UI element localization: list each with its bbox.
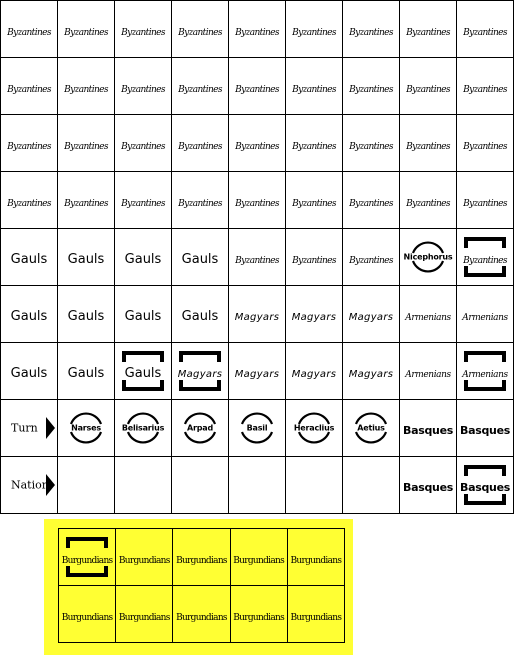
army-unit-label: Byzantines xyxy=(235,255,279,266)
army-unit-label: Byzantines xyxy=(463,27,507,38)
army-unit-label: Gauls xyxy=(10,308,48,324)
board-cell[interactable] xyxy=(172,58,229,115)
board-cell[interactable] xyxy=(172,115,229,172)
army-unit-label: Basques xyxy=(460,423,510,437)
board-cell[interactable] xyxy=(457,286,514,343)
board-cell[interactable] xyxy=(58,115,115,172)
board-cell[interactable] xyxy=(457,1,514,58)
leader-name: Aetius xyxy=(357,423,385,433)
army-unit-label: Byzantines xyxy=(292,198,336,209)
leader-token[interactable] xyxy=(172,400,228,456)
board-cell[interactable] xyxy=(400,457,457,514)
reserve-cell[interactable] xyxy=(230,586,287,643)
reserve-unit-label: Burgundians xyxy=(118,612,170,623)
army-unit-label: Armenians xyxy=(462,369,508,380)
army-unit-label: Byzantines xyxy=(292,255,336,266)
board-cell[interactable] xyxy=(400,343,457,400)
board-cell[interactable] xyxy=(115,229,172,286)
board-cell xyxy=(1,457,58,514)
leader-token[interactable] xyxy=(115,400,171,456)
board-cell[interactable] xyxy=(1,343,58,400)
board-cell[interactable] xyxy=(457,343,514,400)
army-unit-label: Byzantines xyxy=(463,198,507,209)
army-unit-label: Armenians xyxy=(405,369,451,380)
board-cell[interactable] xyxy=(400,400,457,457)
army-unit-label: Byzantines xyxy=(292,27,336,38)
reserve-cell[interactable] xyxy=(116,586,173,643)
reserve-cell[interactable] xyxy=(173,529,230,586)
board-cell[interactable] xyxy=(115,115,172,172)
leader-token[interactable] xyxy=(229,400,285,456)
army-unit-label: Byzantines xyxy=(349,141,393,152)
army-unit-label: Byzantines xyxy=(463,255,507,266)
leader-token[interactable] xyxy=(286,400,342,456)
board-cell[interactable] xyxy=(286,343,343,400)
army-unit-label: Magyars xyxy=(234,368,280,380)
board-cell[interactable] xyxy=(229,229,286,286)
board-cell[interactable] xyxy=(58,400,115,457)
board-cell[interactable] xyxy=(58,58,115,115)
board-cell[interactable] xyxy=(115,457,172,514)
board-cell[interactable] xyxy=(343,343,400,400)
board-cell[interactable] xyxy=(1,1,58,58)
reserve-cell[interactable] xyxy=(59,586,116,643)
army-unit-label: Byzantines xyxy=(7,84,51,95)
board-cell[interactable] xyxy=(457,58,514,115)
leader-name: Narses xyxy=(71,423,101,433)
army-unit-label: Byzantines xyxy=(349,255,393,266)
board-cell[interactable] xyxy=(229,400,286,457)
army-unit-label: Gauls xyxy=(67,251,105,267)
army-unit-label: Byzantines xyxy=(349,27,393,38)
army-unit-label: Gauls xyxy=(124,365,162,381)
army-unit-label: Byzantines xyxy=(64,198,108,209)
board-cell[interactable] xyxy=(58,172,115,229)
board-cell[interactable] xyxy=(115,58,172,115)
reserve-unit-label: Burgundians xyxy=(290,612,342,623)
army-unit-label: Gauls xyxy=(67,308,105,324)
army-unit-label: Byzantines xyxy=(121,27,165,38)
board-cell[interactable] xyxy=(1,115,58,172)
board-cell[interactable] xyxy=(229,1,286,58)
reserve-unit-label: Burgundians xyxy=(176,555,227,566)
army-unit-label: Byzantines xyxy=(64,84,108,95)
board-cell[interactable] xyxy=(400,58,457,115)
row-label: Nation xyxy=(11,478,49,492)
leader-name: Nicephorus xyxy=(403,252,453,262)
board-cell[interactable] xyxy=(172,1,229,58)
army-unit-label: Byzantines xyxy=(292,141,336,152)
army-unit-label: Byzantines xyxy=(7,27,51,38)
army-unit-label: Gauls xyxy=(181,251,219,267)
army-unit-label: Byzantines xyxy=(178,27,222,38)
army-unit-label: Byzantines xyxy=(121,141,165,152)
leader-name: Belisarius xyxy=(121,423,165,433)
army-unit-label: Byzantines xyxy=(235,27,279,38)
army-unit-label: Byzantines xyxy=(121,198,165,209)
board-cell[interactable] xyxy=(58,457,115,514)
army-unit-label: Gauls xyxy=(10,365,48,381)
right-triangle-arrow-icon[interactable] xyxy=(46,417,55,439)
reserve-unit-label: Burgundians xyxy=(176,612,227,623)
board-cell[interactable] xyxy=(1,172,58,229)
reserve-cell[interactable] xyxy=(59,529,116,586)
board-cell[interactable] xyxy=(286,58,343,115)
reserve-cell[interactable] xyxy=(287,586,344,643)
army-unit-label: Gauls xyxy=(181,308,219,324)
board-cell[interactable] xyxy=(343,229,400,286)
board-cell[interactable] xyxy=(400,229,457,286)
board-row xyxy=(1,172,514,229)
army-unit-label: Byzantines xyxy=(178,141,222,152)
army-unit-label: Byzantines xyxy=(64,27,108,38)
army-unit-label: Byzantines xyxy=(406,27,450,38)
army-unit-label: Gauls xyxy=(124,251,162,267)
board-cell[interactable] xyxy=(1,286,58,343)
army-unit-label: Magyars xyxy=(348,311,394,323)
board-cell[interactable] xyxy=(115,1,172,58)
reserve-row xyxy=(59,529,345,586)
board-row xyxy=(1,58,514,115)
board-cell[interactable] xyxy=(286,400,343,457)
board-cell[interactable] xyxy=(229,115,286,172)
army-unit-label: Byzantines xyxy=(292,84,336,95)
board-cell[interactable] xyxy=(343,457,400,514)
board-cell[interactable] xyxy=(457,229,514,286)
board-cell[interactable] xyxy=(286,457,343,514)
board-row xyxy=(1,115,514,172)
leader-token[interactable] xyxy=(58,400,114,456)
board-cell[interactable] xyxy=(115,400,172,457)
board-row xyxy=(1,229,514,286)
leader-name: Arpad xyxy=(187,423,213,433)
leader-token[interactable] xyxy=(400,229,456,285)
army-unit-label: Magyars xyxy=(291,368,337,380)
army-unit-label: Byzantines xyxy=(235,84,279,95)
board-cell[interactable] xyxy=(400,115,457,172)
reserve-cell[interactable] xyxy=(173,586,230,643)
board-cell[interactable] xyxy=(343,286,400,343)
army-unit-label: Byzantines xyxy=(235,141,279,152)
army-unit-label: Byzantines xyxy=(64,141,108,152)
board-row xyxy=(1,457,514,514)
army-unit-label: Gauls xyxy=(10,251,48,267)
board-row xyxy=(1,1,514,58)
board-cell[interactable] xyxy=(58,343,115,400)
row-label: Turn xyxy=(11,421,38,435)
army-unit-label: Byzantines xyxy=(121,84,165,95)
army-unit-label: Magyars xyxy=(348,368,394,380)
army-unit-label: Gauls xyxy=(124,308,162,324)
board-cell[interactable] xyxy=(229,457,286,514)
board-cell[interactable] xyxy=(229,172,286,229)
army-unit-label: Basques xyxy=(403,423,453,437)
reserve-unit-label: Burgundians xyxy=(233,555,285,566)
board-cell[interactable] xyxy=(172,286,229,343)
board-cell[interactable] xyxy=(172,229,229,286)
reserve-unit-label: Burgundians xyxy=(61,612,113,623)
board-cell[interactable] xyxy=(343,115,400,172)
board-cell[interactable] xyxy=(172,343,229,400)
board-cell[interactable] xyxy=(115,286,172,343)
right-triangle-arrow-icon[interactable] xyxy=(46,474,55,496)
army-unit-label: Byzantines xyxy=(406,84,450,95)
army-unit-label: Gauls xyxy=(67,365,105,381)
reserve-cell[interactable] xyxy=(287,529,344,586)
board-cell[interactable] xyxy=(457,457,514,514)
board-row xyxy=(1,400,514,457)
board-cell[interactable] xyxy=(115,343,172,400)
board-cell[interactable] xyxy=(58,229,115,286)
board-cell[interactable] xyxy=(457,115,514,172)
reserve-row xyxy=(59,586,345,643)
army-unit-label: Armenians xyxy=(462,312,508,323)
board-cell[interactable] xyxy=(229,58,286,115)
board-cell[interactable] xyxy=(400,172,457,229)
army-unit-label: Byzantines xyxy=(406,141,450,152)
board-cell[interactable] xyxy=(286,1,343,58)
board-cell[interactable] xyxy=(229,343,286,400)
board-cell[interactable] xyxy=(229,286,286,343)
board-cell[interactable] xyxy=(286,286,343,343)
army-unit-label: Byzantines xyxy=(235,198,279,209)
army-unit-label: Byzantines xyxy=(178,84,222,95)
reserve-grid xyxy=(58,528,345,643)
board-cell[interactable] xyxy=(343,1,400,58)
army-unit-label: Basques xyxy=(403,480,453,494)
board-row xyxy=(1,343,514,400)
army-unit-label: Byzantines xyxy=(7,198,51,209)
board-cell xyxy=(1,400,58,457)
board-cell[interactable] xyxy=(58,1,115,58)
board-cell[interactable] xyxy=(1,58,58,115)
board-cell[interactable] xyxy=(400,286,457,343)
board-cell[interactable] xyxy=(286,115,343,172)
leader-token[interactable] xyxy=(343,400,399,456)
leader-name: Basil xyxy=(246,423,268,433)
board-cell[interactable] xyxy=(343,400,400,457)
reserve-unit-label: Burgundians xyxy=(290,555,342,566)
board-cell[interactable] xyxy=(172,400,229,457)
army-unit-label: Armenians xyxy=(405,312,451,323)
reserve-unit-label: Burgundians xyxy=(233,612,285,623)
reserve-unit-label: Burgundians xyxy=(61,555,113,566)
board-cell[interactable] xyxy=(457,172,514,229)
army-unit-label: Basques xyxy=(460,480,510,494)
army-unit-label: Magyars xyxy=(291,311,337,323)
board-cell[interactable] xyxy=(343,58,400,115)
board-row xyxy=(1,286,514,343)
army-unit-label: Byzantines xyxy=(406,198,450,209)
reserve-cell[interactable] xyxy=(116,529,173,586)
board-cell[interactable] xyxy=(1,229,58,286)
leader-name: Heraclius xyxy=(293,423,335,433)
army-unit-label: Magyars xyxy=(177,368,223,380)
army-unit-label: Byzantines xyxy=(349,198,393,209)
board-cell[interactable] xyxy=(286,172,343,229)
army-unit-label: Byzantines xyxy=(349,84,393,95)
board-cell[interactable] xyxy=(400,1,457,58)
army-unit-label: Byzantines xyxy=(7,141,51,152)
board-cell[interactable] xyxy=(286,229,343,286)
reserve-cell[interactable] xyxy=(230,529,287,586)
board-cell[interactable] xyxy=(172,457,229,514)
reserve-unit-label: Burgundians xyxy=(118,555,170,566)
board-cell[interactable] xyxy=(457,400,514,457)
board-cell[interactable] xyxy=(58,286,115,343)
board-cell[interactable] xyxy=(115,172,172,229)
army-unit-label: Magyars xyxy=(234,311,280,323)
army-unit-label: Byzantines xyxy=(463,84,507,95)
board-cell[interactable] xyxy=(172,172,229,229)
board-cell[interactable] xyxy=(343,172,400,229)
army-unit-label: Byzantines xyxy=(463,141,507,152)
army-unit-label: Byzantines xyxy=(178,198,222,209)
